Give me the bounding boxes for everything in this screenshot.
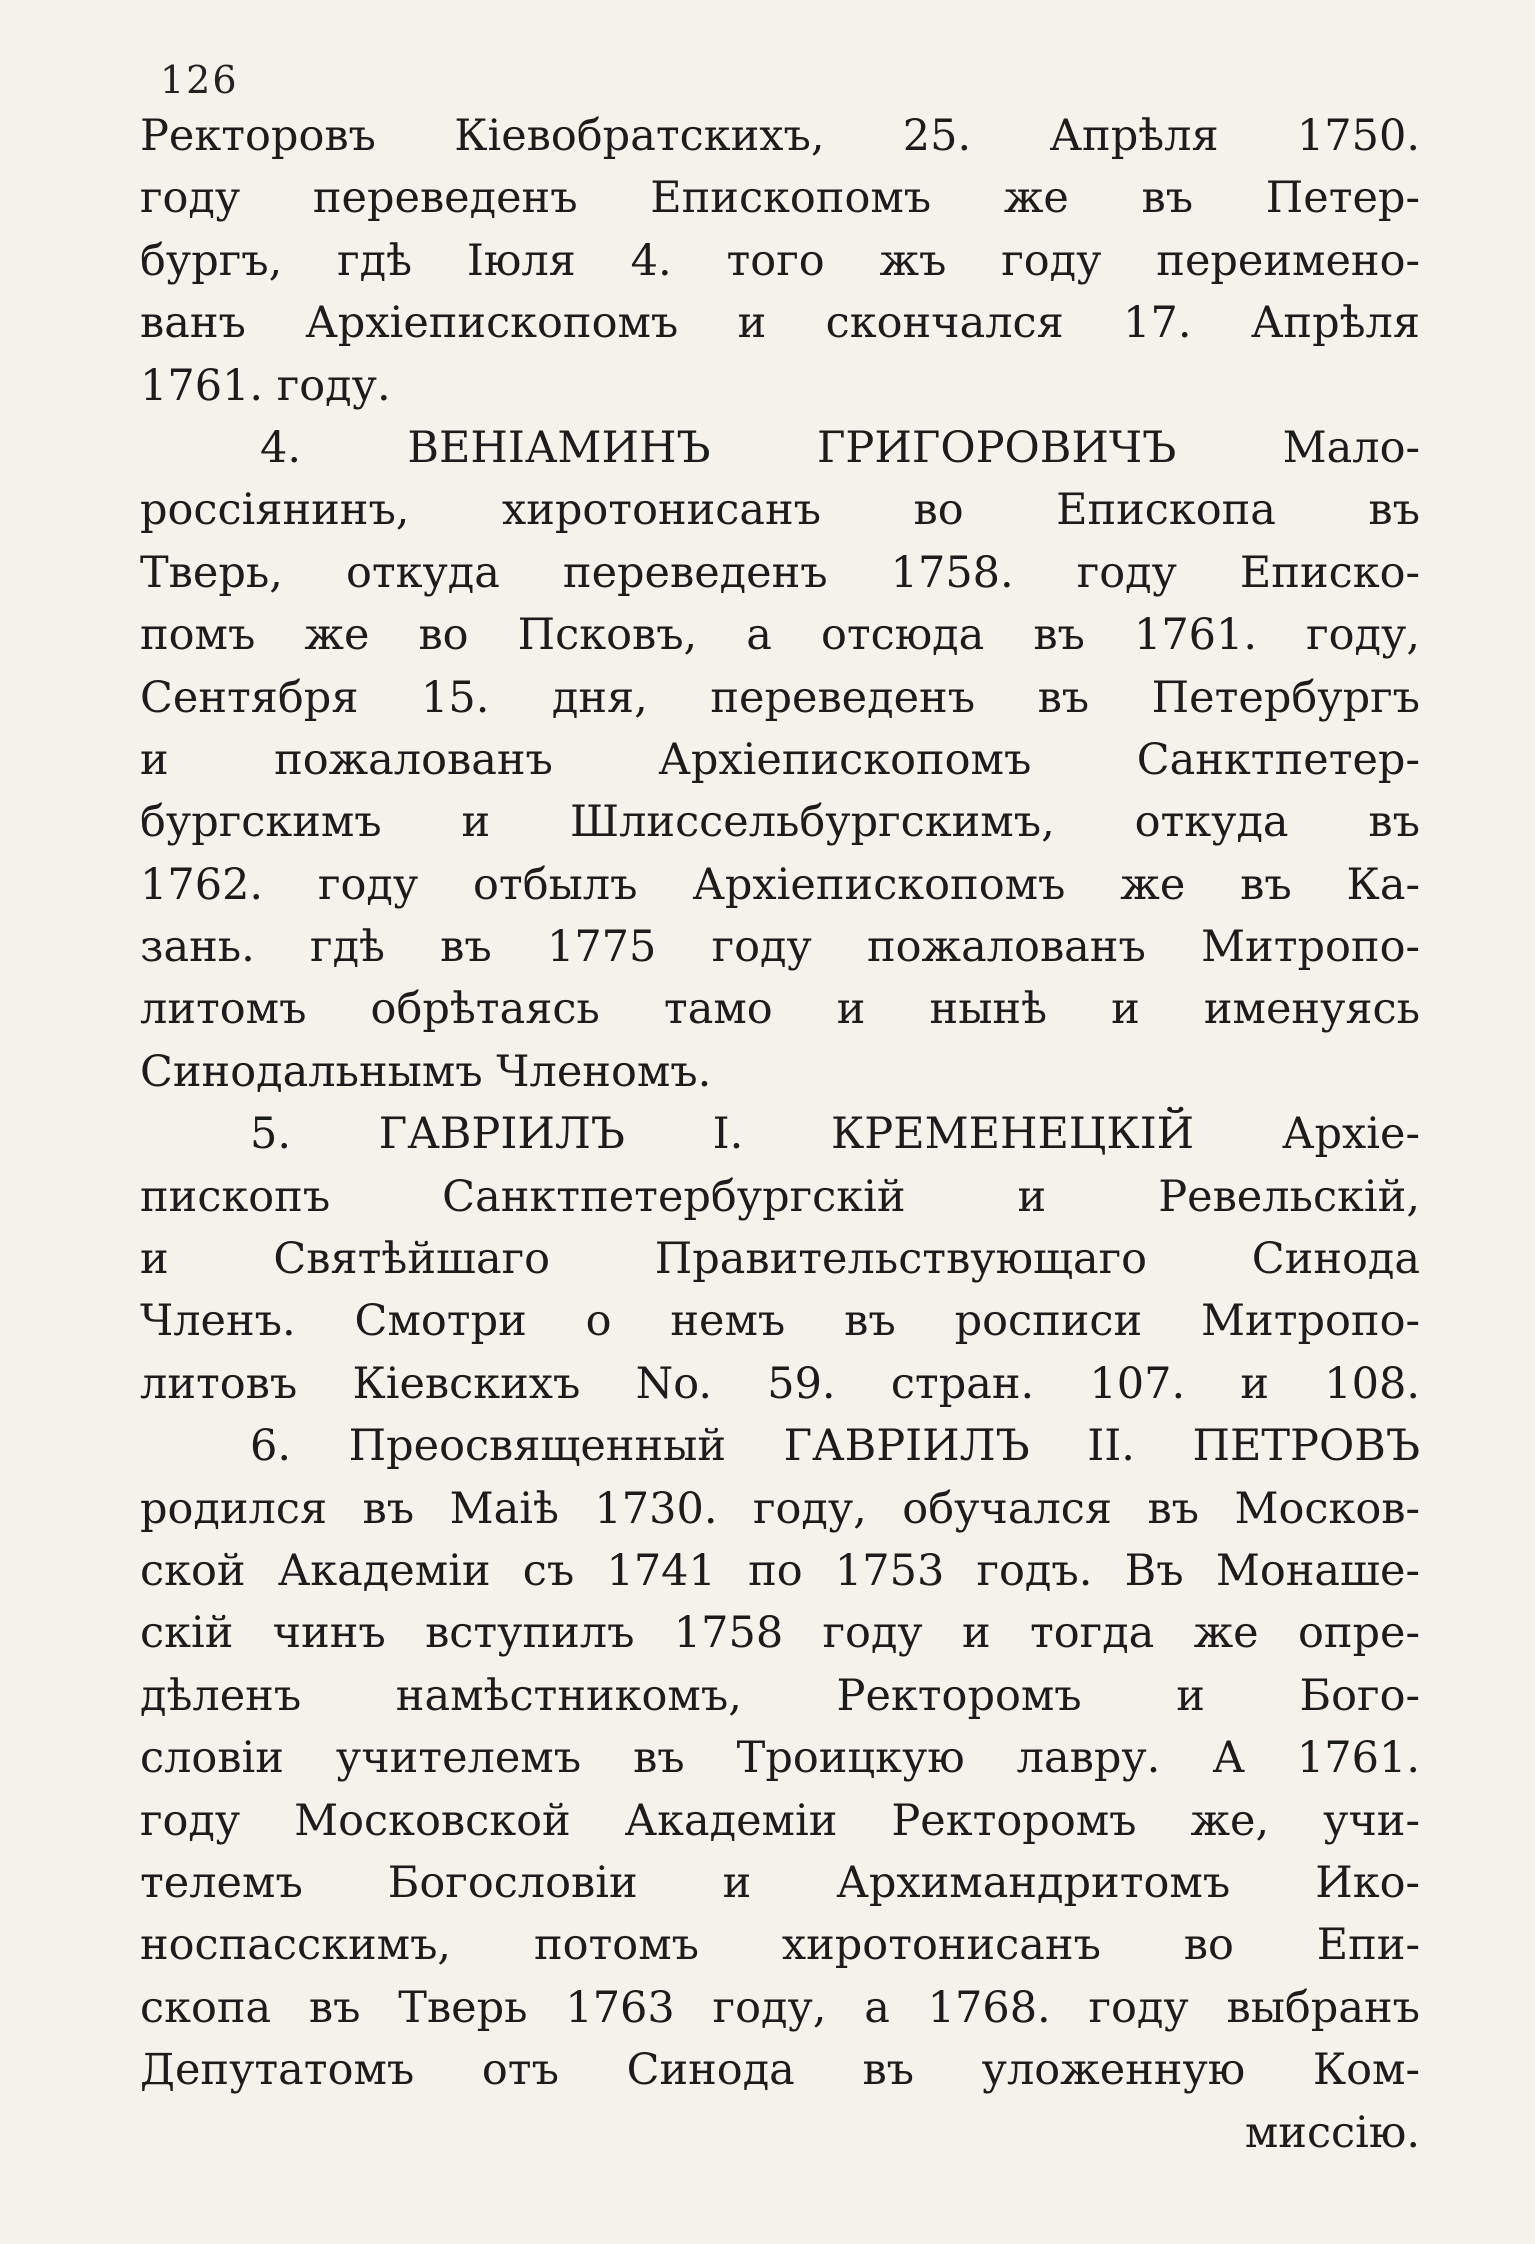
text-line: зань. гдѣ въ 1775 году пожалованъ Митропо- bbox=[140, 922, 1420, 973]
text-line: бургъ, гдѣ Іюля 4. того жъ году переимено- bbox=[140, 235, 1420, 286]
text-line: Членъ. Смотри о немъ въ росписи Митропо- bbox=[140, 1296, 1420, 1347]
text-line: ской Академіи съ 1741 по 1753 годъ. Въ Монаше- bbox=[140, 1545, 1420, 1596]
page-number: 126 bbox=[160, 58, 239, 102]
text-line: скій чинъ вступилъ 1758 году и тогда же опре- bbox=[140, 1608, 1420, 1659]
entry-heading-line: 5. ГАВРІИЛЪ I. КРЕМЕНЕЦКІЙ Архіе- bbox=[250, 1109, 1420, 1160]
catchword-line: миссію. bbox=[1244, 2107, 1420, 2158]
page-text bbox=[140, 105, 1420, 2164]
text-line: россіянинъ, хиротонисанъ во Епископа въ bbox=[140, 485, 1420, 536]
text-line: телемъ Богословіи и Архимандритомъ Ико- bbox=[140, 1857, 1420, 1908]
text-line: 1762. году отбылъ Архіепископомъ же въ Ка- bbox=[140, 859, 1420, 910]
text-line: бургскимъ и Шлиссельбургскимъ, откуда въ bbox=[140, 797, 1420, 848]
text-line: словіи учителемъ въ Троицкую лавру. А 1761. bbox=[140, 1733, 1420, 1784]
text-line: Сентября 15. дня, переведенъ въ Петербургъ bbox=[140, 672, 1420, 723]
text-line: литомъ обрѣтаясь тамо и нынѣ и именуясь bbox=[140, 984, 1420, 1035]
text-line: скопа въ Тверь 1763 году, а 1768. году выбранъ bbox=[140, 1982, 1420, 2033]
text-line: Синодальнымъ Членомъ. bbox=[140, 1046, 712, 1097]
text-line: дѣленъ намѣстникомъ, Ректоромъ и Бого- bbox=[140, 1670, 1420, 1721]
text-line: Тверь, откуда переведенъ 1758. году Еписко- bbox=[140, 547, 1420, 598]
text-line: литовъ Кіевскихъ No. 59. стран. 107. и 108. bbox=[140, 1358, 1420, 1409]
entry-heading-line: 6. Преосвященный ГАВРІИЛЪ II. ПЕТРОВЪ bbox=[250, 1421, 1420, 1472]
text-line: пископъ Санктпетербургскій и Ревельскій, bbox=[140, 1171, 1420, 1222]
text-line: и Святѣйшаго Правительствующаго Синода bbox=[140, 1234, 1420, 1285]
text-line: Ректоровъ Кіевобратскихъ, 25. Апрѣля 1750. bbox=[140, 111, 1420, 161]
text-line: 1761. году. bbox=[140, 360, 391, 411]
text-line: году Московской Академіи Ректоромъ же, учи- bbox=[140, 1795, 1420, 1846]
text-line: и пожалованъ Архіепископомъ Санктпетер- bbox=[140, 734, 1420, 785]
text-line: ванъ Архіепископомъ и скончался 17. Апрѣля bbox=[140, 298, 1420, 349]
text-line: носпасскимъ, потомъ хиротонисанъ во Епи- bbox=[140, 1920, 1420, 1971]
entry-heading-line: 4. ВЕНІАМИНЪ ГРИГОРОВИЧЪ Мало- bbox=[260, 422, 1420, 473]
text-line: Депутатомъ отъ Синода въ уложенную Ком- bbox=[140, 2045, 1420, 2096]
text-line: родился въ Маіѣ 1730. году, обучался въ Москов- bbox=[140, 1483, 1420, 1534]
text-line: году переведенъ Епископомъ же въ Петер- bbox=[140, 173, 1420, 224]
text-line: помъ же во Псковъ, а отсюда въ 1761. году, bbox=[140, 610, 1420, 661]
